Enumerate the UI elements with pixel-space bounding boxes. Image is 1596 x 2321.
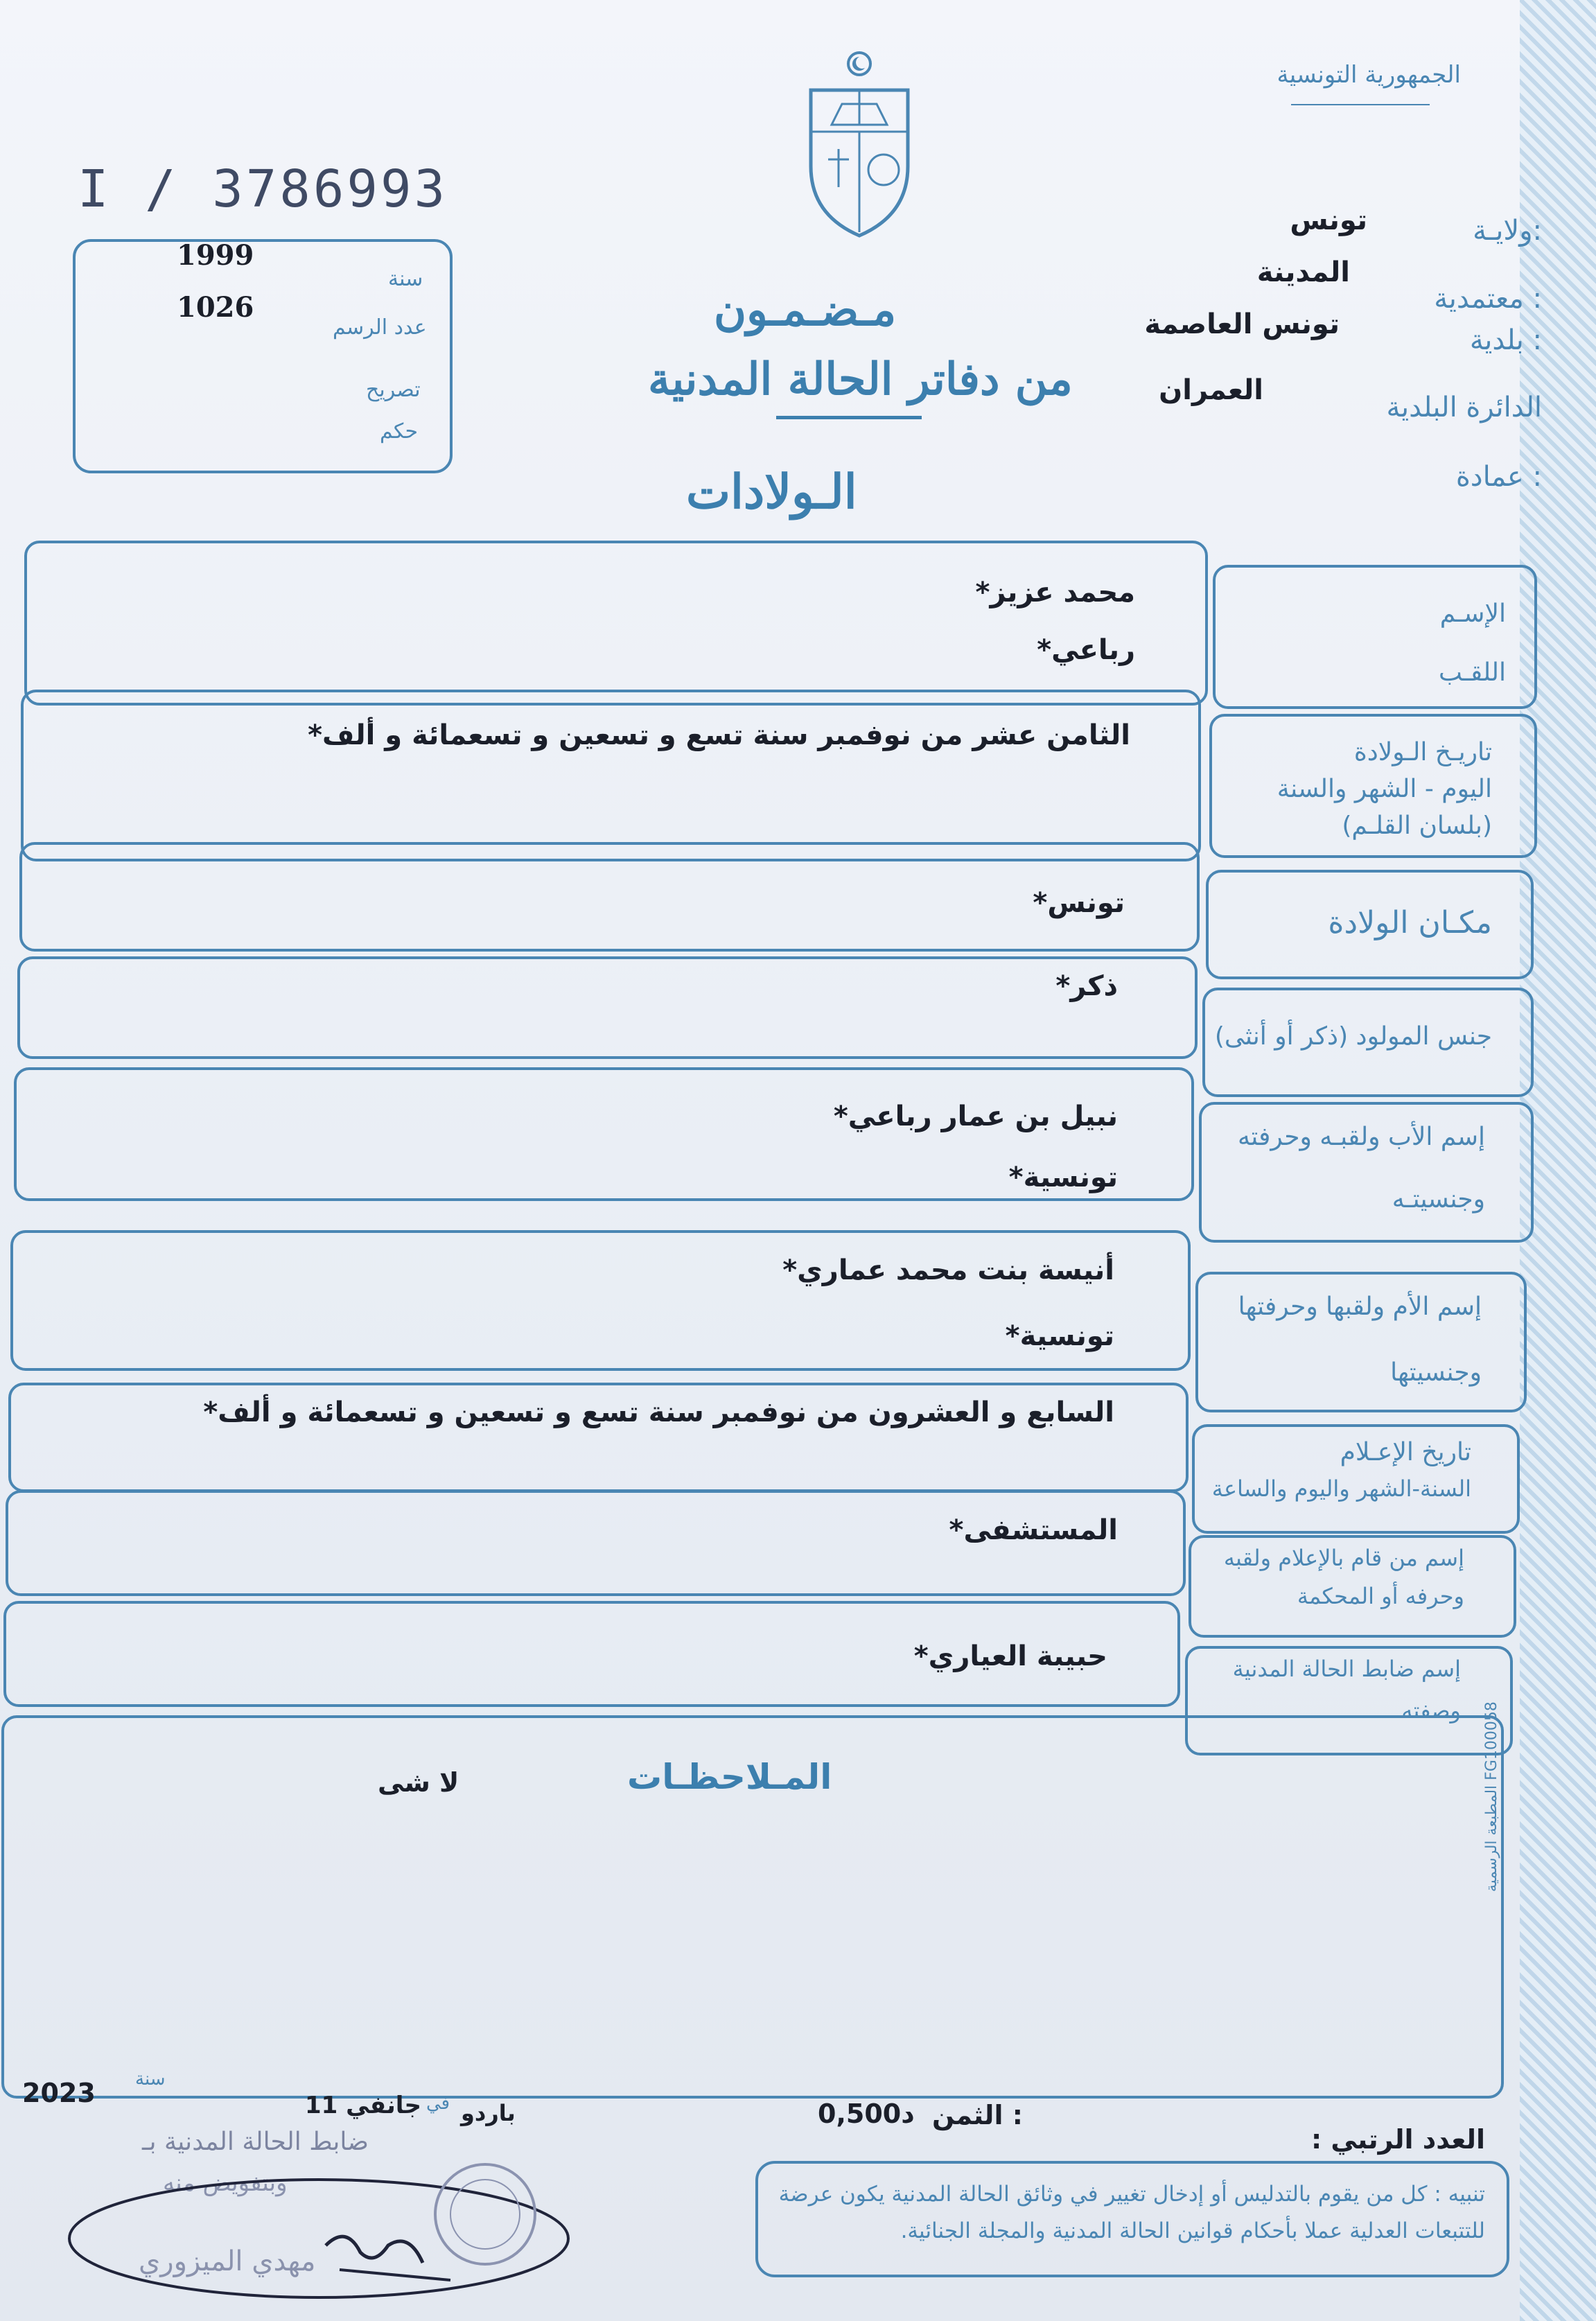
birth-date-label-2: اليوم - الشهر والسنة [1277,775,1492,803]
father-name-value: نبيل بن عمار رباعي* [833,1101,1118,1132]
delegation-value: المدينة [1256,256,1350,288]
municipality-label: بلدية : [1469,324,1542,356]
sector-label: عمادة : [1455,461,1542,493]
legal-notice-text: تنبيه : كل من يقوم بالتدليس أو إدخال تغيير في وثائق الحالة المدنية يكون عرضة للتتبعات العدلية عملا بأحكام قوانين الحالة المدنية والمجلة الجنائية. [778,2182,1485,2243]
governorate-value: تونس [1290,204,1367,236]
surname-value: رباعي* [1037,634,1135,666]
first-name-value: محمد عزيز* [975,577,1135,608]
birth-place-label: مكـان الولادة [1328,905,1492,940]
officer-signature-name: مهدي الميزوري [139,2245,316,2277]
declaration-date-label-2: السنة-الشهر واليوم والساعة [1211,1475,1471,1502]
delegation-label: معتمدية : [1434,283,1542,315]
declarant-label-1: إسم من قام بالإعلام ولقبه [1223,1545,1464,1571]
officer-label-2: وصفته [1401,1697,1461,1724]
declaration-date-value: السابع و العشرون من نوفمبر سنة تسع و تسعين و تسعمائة و ألف* [203,1396,1114,1428]
remarks-value: لا شى [378,1767,459,1798]
price-label: الثمن : [932,2100,1023,2130]
governorate-label: ولايـة: [1473,215,1542,247]
birth-date-value: الثامن عشر من نوفمبر سنة تسع و تسعين و تسعمائة و ألف* [308,719,1130,751]
judgment-label: حكم [380,419,419,444]
document-title-2: من دفاتر الحالة المدنية [648,353,1073,405]
official-stamp-and-signature [62,2148,575,2315]
officer-signature-line-2: وبتفويض منه [163,2169,288,2197]
record-number-value: 1026 [177,291,254,324]
coat-of-arms-icon [790,49,929,243]
mother-label-1: إسم الأم ولقبها وحرفتها [1238,1293,1482,1321]
declarant-value: المستشفى* [949,1514,1118,1546]
name-row [24,541,1208,706]
declarant-label-2: وحرفه أو المحكمة [1297,1583,1464,1609]
birth-place-row [19,842,1200,952]
officer-label-1: إسم ضابط الحالة المدنية [1232,1656,1461,1682]
year-label: سنة [388,267,423,291]
officer-value: حبيبة العياري* [913,1640,1107,1672]
name-label: الإسـم [1439,599,1506,628]
issue-fi: في [426,2093,450,2114]
printer-imprint: المطبعة الرسمية FG100058 [1483,1701,1500,1892]
district-value: العمران [1159,374,1263,406]
record-number-label: عدد الرسم [333,315,427,340]
sex-row [17,956,1198,1059]
title-underline [776,416,922,419]
document-title-1: مـضـمـون [714,284,897,336]
declaration-label: تصريح [366,378,421,402]
sex-value: ذكر* [1055,970,1118,1002]
father-label-1: إسم الأب ولقبـه وحرفته [1237,1123,1485,1151]
serial-number-label: العدد الرتبي : [1310,2124,1485,2155]
sex-label: جنس المولود (ذكر أو أنثى) [1214,1022,1492,1051]
father-label-2: وجنسيتـه [1392,1185,1485,1214]
officer-signature-line-1: ضابط الحالة المدنية بـ [142,2128,369,2156]
mother-label-2: وجنسيتها [1390,1358,1482,1387]
issue-year-label: سنة [135,2069,166,2090]
price-value: 0,500د [818,2099,915,2129]
mother-name-value: أنيسة بنت محمد عماري* [782,1254,1114,1286]
republic-header: الجمهورية التونسية [1277,61,1461,89]
republic-rule [1291,104,1430,105]
certificate-number: I / 3786993 [78,159,448,219]
father-nationality-value: تونسية* [1008,1162,1118,1193]
issue-date: 11 جانفي [305,2092,422,2119]
document-title-3: الـولادات [686,464,857,520]
mother-nationality-value: تونسية* [1005,1320,1114,1352]
issue-year-value: 2023 [22,2078,96,2108]
birth-date-row [21,690,1201,861]
issue-place: باردو [461,2100,516,2126]
year-value: 1999 [177,239,254,272]
declaration-date-label-1: تاريخ الإعـلام [1340,1438,1471,1466]
district-label: الدائرة البلدية [1386,392,1542,423]
surname-label: اللقـب [1439,658,1506,687]
birth-place-value: تونس* [1033,887,1125,919]
municipality-value: تونس العاصمة [1144,308,1340,340]
birth-date-label-1: تاريـخ الـولادة [1353,738,1492,767]
birth-date-label-3: (بلسان القلـم) [1342,812,1492,840]
remarks-label: المـلاحظـات [627,1757,832,1797]
